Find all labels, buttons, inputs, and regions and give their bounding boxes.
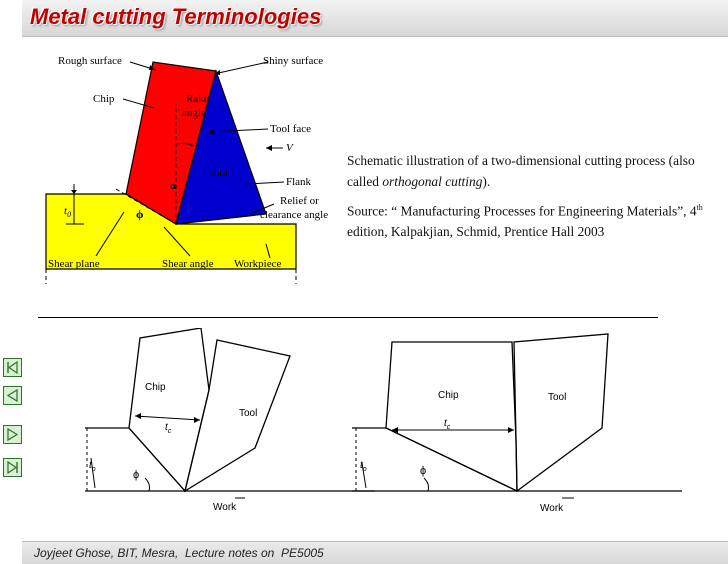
tc-label-right: $t_c$ — [444, 418, 451, 431]
caption-source: Source: “ Manufacturing Processes for Engineering Materials”, 4th edition, Kalpakjian, Schmid, Prentice Hall 2003 — [347, 203, 703, 240]
tool-label-left: Tool — [239, 408, 258, 419]
rake-label: Rake — [186, 93, 209, 105]
orthogonal-cutting-diagram — [28, 44, 348, 294]
chip-label: Chip — [93, 93, 115, 105]
velocity-label: V — [286, 142, 293, 154]
relief-label: Relief or — [280, 195, 319, 207]
clearance-angle-label: clearance angle — [260, 209, 329, 221]
next-slide-button[interactable] — [3, 425, 22, 444]
slide-title: Metal cutting Terminologies — [30, 4, 322, 29]
to-label-right: $t_o$ — [360, 460, 367, 473]
tool-label: Tool — [208, 167, 229, 179]
cutting-diagram-left — [85, 328, 375, 538]
flank-label: Flank — [286, 176, 312, 188]
tool-face-label: Tool face — [270, 123, 312, 135]
title-bar — [22, 0, 728, 37]
phi-label-right: ϕ — [420, 465, 427, 477]
rake-angle-label: angle — [182, 107, 206, 119]
chip-label-right: Chip — [438, 390, 459, 401]
shear-plane-label: Shear plane — [48, 258, 100, 270]
footer-text: Joyjeet Ghose, BIT, Mesra, Lecture notes on PE5005 — [34, 546, 324, 560]
last-slide-button[interactable] — [3, 458, 22, 477]
caption-description: Schematic illustration of a two-dimensional cutting process (also called orthogonal cutting). — [347, 153, 695, 189]
first-slide-button[interactable] — [3, 358, 22, 377]
chip-outline — [386, 342, 517, 491]
tool-outline — [185, 340, 290, 491]
footer-bar — [22, 541, 728, 564]
workpiece-label: Workpiece — [234, 258, 282, 270]
first-slide-icon — [4, 359, 21, 376]
work-label-right: Work — [540, 503, 564, 514]
to-label-left: $t_o$ — [89, 460, 96, 473]
cutting-diagram-right — [352, 328, 682, 538]
phi-label: ϕ — [136, 207, 144, 221]
tool-label-right: Tool — [548, 392, 567, 403]
shear-angle-label: Shear angle — [162, 258, 214, 270]
tool-outline — [514, 334, 608, 491]
phi-label-left: ϕ — [133, 469, 140, 481]
next-slide-icon — [4, 426, 21, 443]
alpha-label: α — [170, 180, 177, 192]
rough-surface-label: Rough surface — [58, 55, 122, 67]
figure-caption — [347, 150, 717, 247]
chip-outline — [129, 328, 209, 491]
section-divider — [38, 317, 658, 318]
chip-label-left: Chip — [145, 382, 166, 393]
previous-slide-icon — [4, 387, 21, 404]
shiny-surface-label: Shiny surface — [263, 55, 324, 67]
t0-label: $t_0$ — [64, 205, 72, 219]
tc-label-left: $t_c$ — [165, 422, 172, 435]
previous-slide-button[interactable] — [3, 386, 22, 405]
last-slide-icon — [4, 459, 21, 476]
work-label-left: Work — [213, 502, 237, 513]
